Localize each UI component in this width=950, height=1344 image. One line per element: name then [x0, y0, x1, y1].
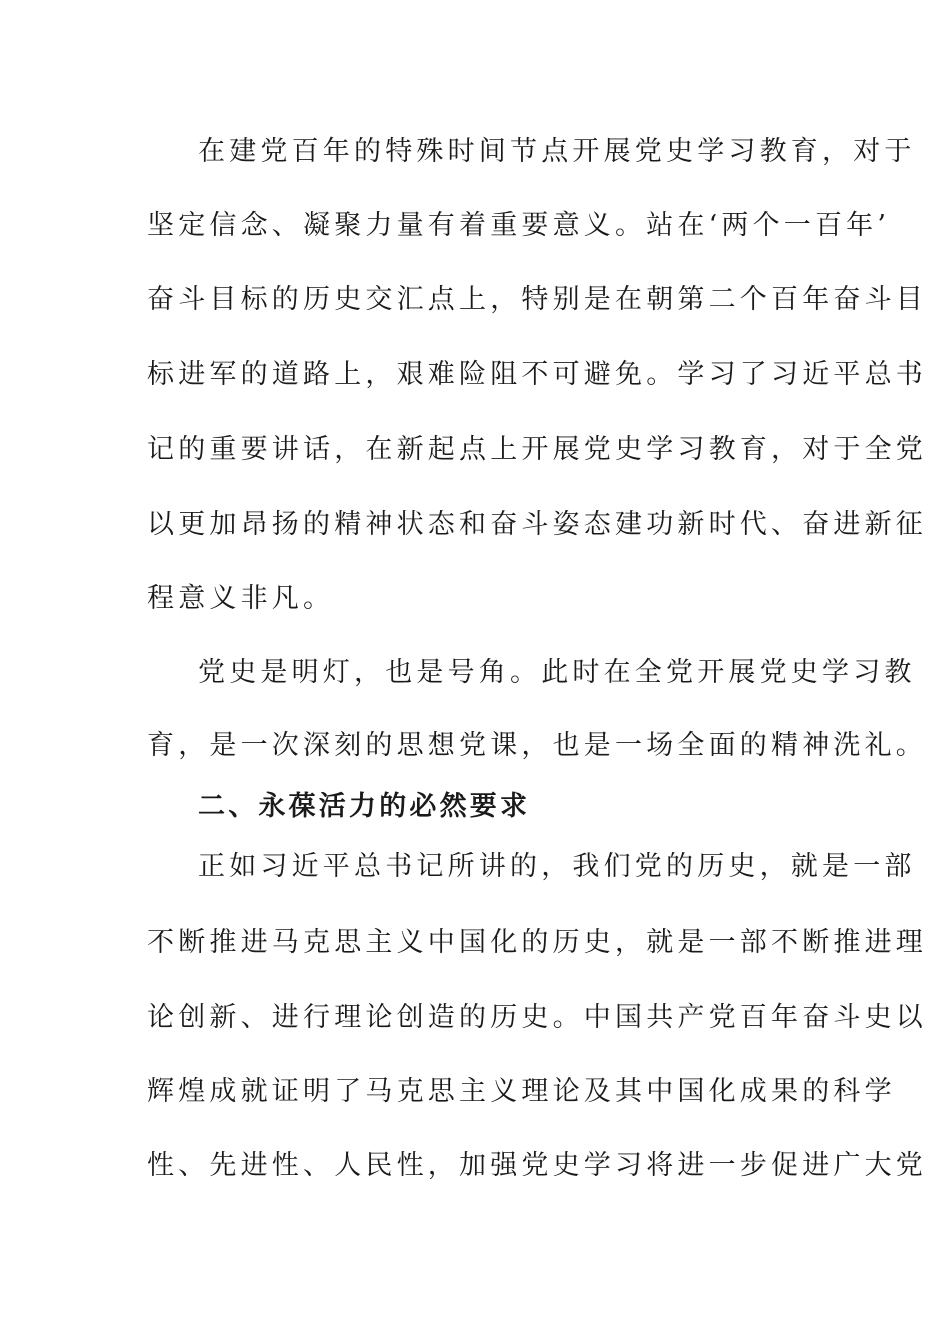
paragraph-1-line-2: 坚定信念、凝聚力量有着重要意义。站在‘两个一百年’ [147, 210, 891, 241]
paragraph-3-line-1: 正如习近平总书记所讲的，我们党的历史，就是一部 [198, 851, 916, 882]
paragraph-1-line-4: 标进军的道路上，艰难险阻不可避免。学习了习近平总书 [147, 359, 927, 390]
paragraph-2-line-2: 育，是一次深刻的思想党课，也是一场全面的精神洗礼。 [147, 730, 927, 761]
paragraph-3-line-4: 辉煌成就证明了马克思主义理论及其中国化成果的科学 [147, 1076, 896, 1107]
paragraph-1-line-7: 程意义非凡。 [147, 583, 335, 614]
paragraph-3-line-2: 不断推进马克思主义中国化的历史，就是一部不断推进理 [147, 927, 927, 958]
section-heading: 二、永葆活力的必然要求 [198, 791, 531, 822]
paragraph-1-line-1: 在建党百年的特殊时间节点开展党史学习教育，对于 [198, 136, 916, 167]
paragraph-2-line-1: 党史是明灯，也是号角。此时在全党开展党史学习教 [198, 657, 916, 688]
paragraph-1-line-6: 以更加昂扬的精神状态和奋斗姿态建功新时代、奋进新征 [147, 509, 927, 540]
paragraph-1-line-5: 记的重要讲话，在新起点上开展党史学习教育，对于全党 [147, 434, 927, 465]
paragraph-3-line-3: 论创新、进行理论创造的历史。中国共产党百年奋斗史以 [147, 1002, 927, 1033]
paragraph-1-line-3: 奋斗目标的历史交汇点上，特别是在朝第二个百年奋斗目 [147, 284, 927, 315]
paragraph-3-line-5: 性、先进性、人民性，加强党史学习将进一步促进广大党 [147, 1150, 927, 1181]
